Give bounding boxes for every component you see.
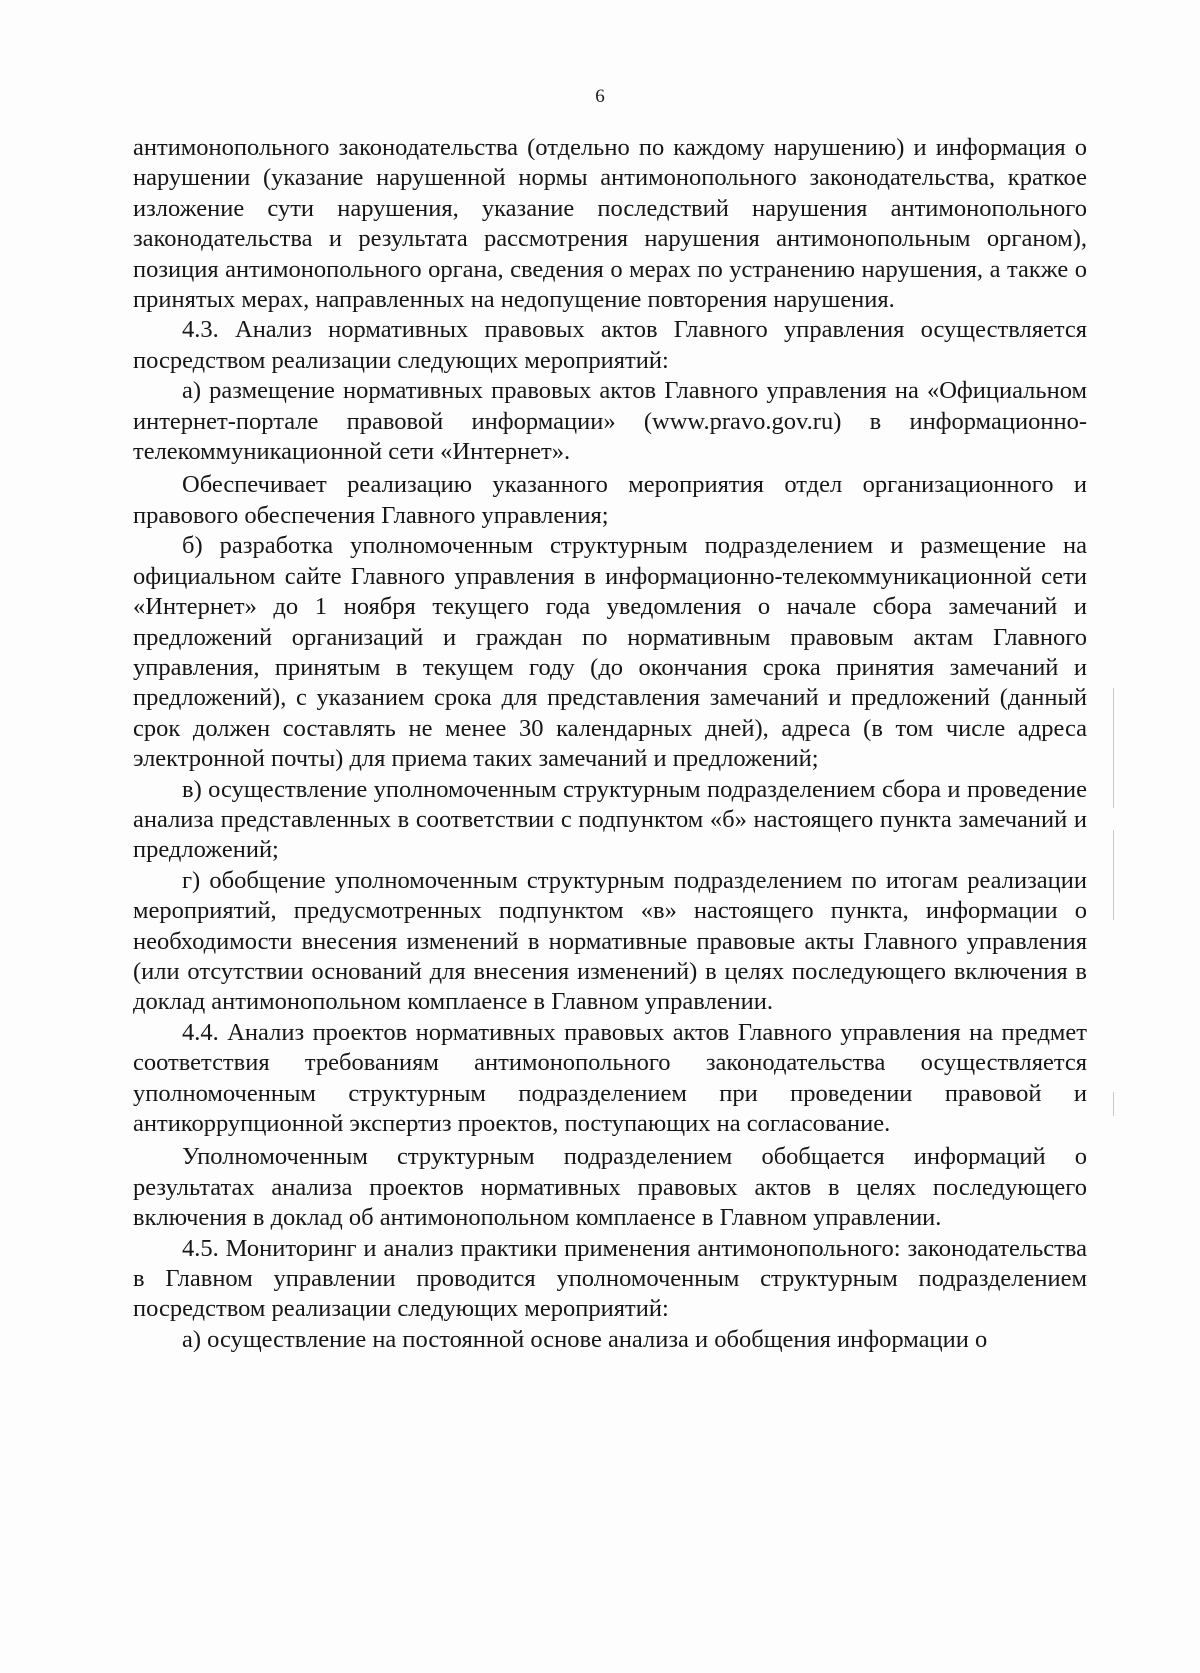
- paragraph-continuation: антимонопольного законодательства (отдельно по каждому нарушению) и информация о нарушении (указание нарушенной нормы антимонопольного законодательства, краткое изложение сути нарушения, указание последствий нарушения антимонопольного законодательства и результата рассмотрения нарушения антимонопольным органом), позиция антимонопольного органа, сведения о мерах по устранению нарушения, а также о принятых мерах, направленных на недопущение повторения нарушения.: [133, 134, 1087, 314]
- paragraph-4-3-b: б) разработка уполномоченным структурным подразделением и размещение на официальном сайте Главного управления в информационно-телекоммуникационной сети «Интернет» до 1 ноября текущего года уведомления о начале сбора замечаний и предложений организаций и граждан по нормативным правовым актам Главного управления, принятым в текущем году (до окончания срока принятия замечаний и предложений), с указанием срока для представления замечаний и предложений (данный срок должен составлять не менее 30 календарных дней), адреса (в том числе адреса электронной почты) для приема таких замечаний и предложений;: [133, 532, 1087, 773]
- scan-artifact-line: [1113, 1092, 1114, 1116]
- paragraph-4-3-a: а) размещение нормативных правовых актов Главного управления на «Официальном интернет-портале правовой информации» (www.pravo.gov.ru) в информационно-телекоммуникационной сети «Интернет».: [133, 377, 1087, 466]
- paragraph-4-3-v: в) осуществление уполномоченным структурным подразделением сбора и проведение анализа представленных в соответствии с подпунктом «б» настоящего пункта замечаний и предложений;: [133, 775, 1087, 864]
- paragraph-4-4: 4.4. Анализ проектов нормативных правовых актов Главного управления на предмет соответствия требованиям антимонопольного законодательства осуществляется уполномоченным структурным подразделением при проведении правовой и антикоррупционной экспертиз проектов, поступающих на согласование.: [133, 1018, 1087, 1137]
- paragraph-4-4-summary: Уполномоченным структурным подразделением обобщается информаций о результатах анализа проектов нормативных правовых актов в целях последующего включения в доклад об антимонопольном комплаенсе в Главном управлении.: [133, 1143, 1087, 1232]
- paragraph-4-3-a-responsible: Обеспечивает реализацию указанного мероприятия отдел организационного и правового обеспечения Главного управления;: [133, 471, 1087, 529]
- scan-artifact-line: [1113, 688, 1114, 808]
- paragraph-4-3-g: г) обобщение уполномоченным структурным подразделением по итогам реализации мероприятий, предусмотренных подпунктом «в» настоящего пункта, информации о необходимости внесения изменений в нормативные правовые акты Главного управления (или отсутствии оснований для внесения изменений) в целях последующего включения в доклад антимонопольном комплаенсе в Главном управлении.: [133, 866, 1087, 1016]
- document-body: [133, 133, 1087, 1355]
- page-number: 6: [595, 86, 605, 107]
- paragraph-4-5: 4.5. Мониторинг и анализ практики применения антимонопольного: законодательства в Главном управлении проводится уполномоченным структурным подразделением посредством реализации следующих мероприятий:: [133, 1234, 1087, 1323]
- paragraph-4-3: 4.3. Анализ нормативных правовых актов Главного управления осуществляется посредством реализации следующих мероприятий:: [133, 316, 1087, 374]
- paragraph-4-5-a: а) осуществление на постоянной основе анализа и обобщения информации о: [182, 1325, 988, 1353]
- scan-artifact-line: [1113, 830, 1114, 920]
